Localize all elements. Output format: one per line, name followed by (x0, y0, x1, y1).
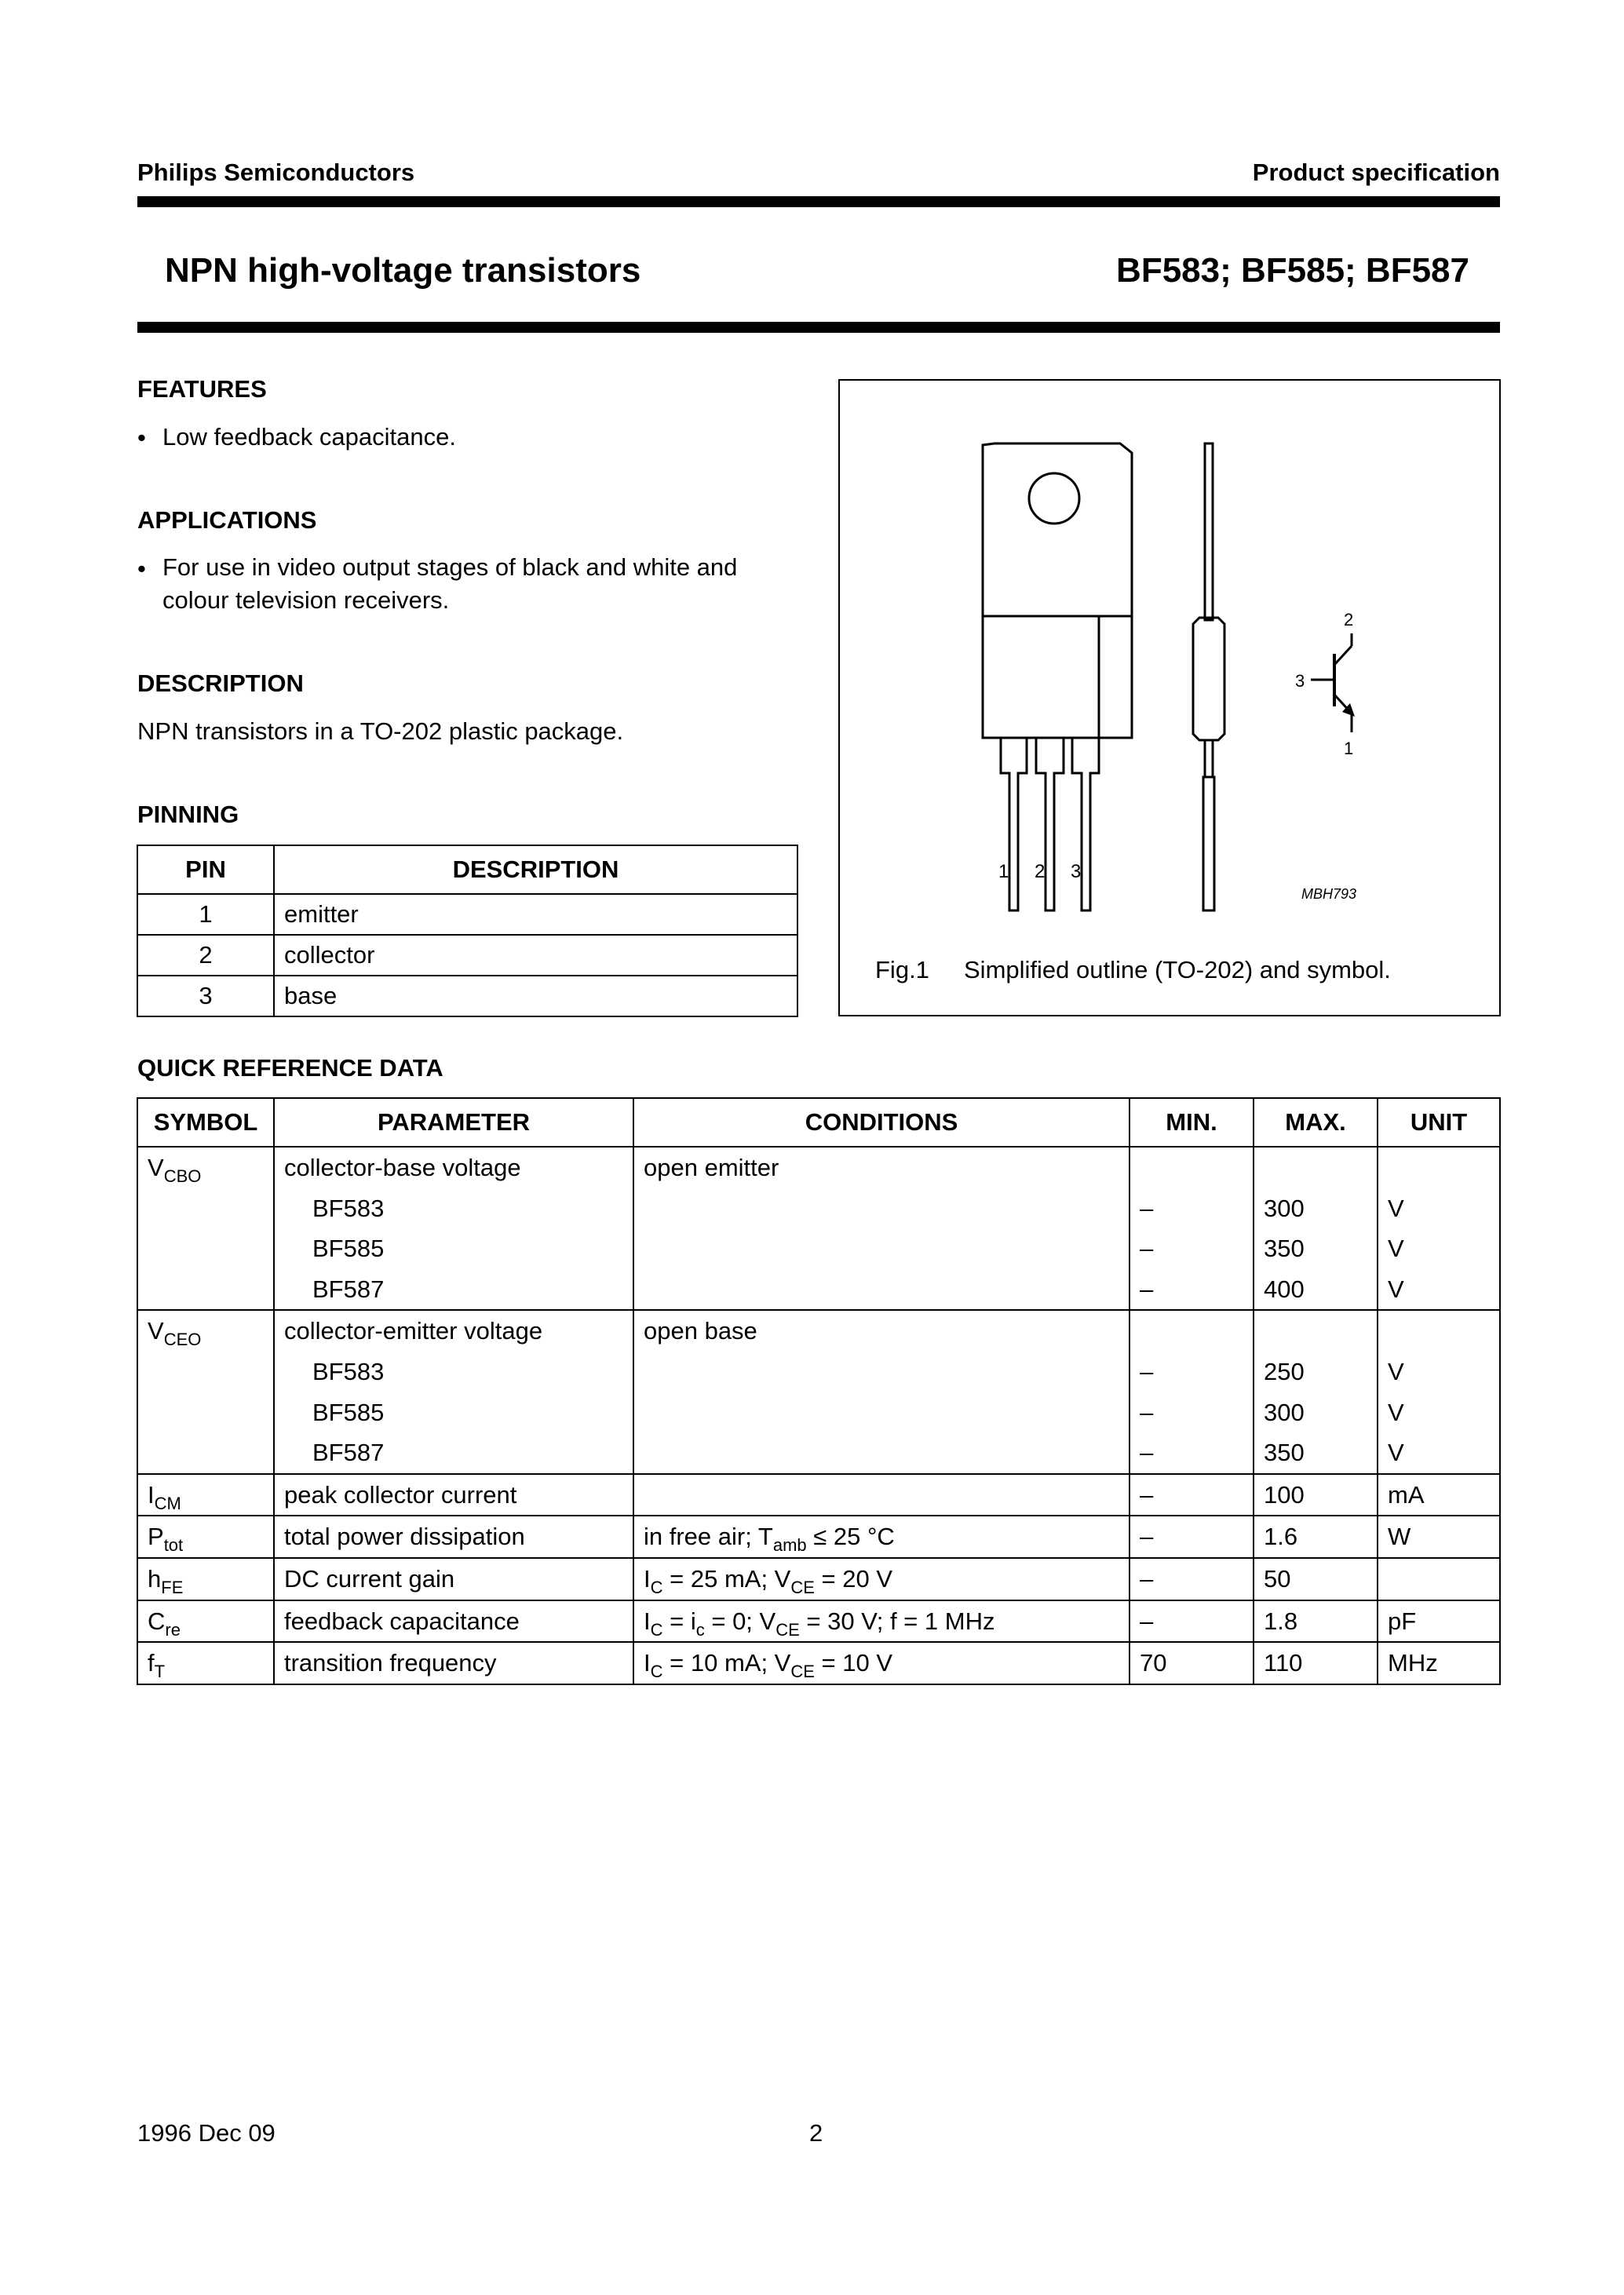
min-cell: – – – (1130, 1310, 1254, 1473)
applications-heading: APPLICATIONS (137, 506, 317, 534)
company-name: Philips Semiconductors (137, 159, 415, 186)
quick-reference-table (137, 1097, 1501, 1685)
symbol-cell: $I_{CM}$ (137, 1474, 274, 1516)
description-text: NPN transistors in a TO-202 plastic package. (137, 717, 624, 745)
features-item: Low feedback capacitance. (162, 423, 456, 451)
unit-cell: pF (1378, 1600, 1500, 1643)
table-row (137, 1600, 1500, 1643)
symbol-cell: $V_{CBO}$ (137, 1147, 274, 1310)
symbol-collector-label: 2 (1344, 610, 1354, 629)
conditions-cell (633, 1474, 1130, 1516)
min-cell: – (1130, 1474, 1254, 1516)
min-cell: – (1130, 1558, 1254, 1600)
side-tab-shape (1205, 443, 1213, 620)
unit-cell: MHz (1378, 1642, 1500, 1684)
table-row (137, 1516, 1500, 1558)
conditions-header: CONDITIONS (633, 1098, 1130, 1147)
pin-description: emitter (274, 894, 797, 935)
features-heading: FEATURES (137, 375, 267, 403)
symbol-emitter-label: 1 (1344, 739, 1354, 758)
table-row (137, 935, 797, 976)
symbol-cell: $V_{CEO}$ (137, 1310, 274, 1473)
symbol-header: SYMBOL (137, 1098, 274, 1147)
table-row (137, 1147, 1500, 1310)
lead-label-1: 1 (998, 861, 1009, 882)
page-title: NPN high-voltage transistors (165, 251, 641, 290)
figure-label: Fig.1 (875, 956, 929, 983)
pinning-heading: PINNING (137, 801, 239, 828)
figure-box (838, 379, 1501, 1016)
max-cell: 50 (1254, 1558, 1378, 1600)
page-number: 2 (809, 2119, 823, 2147)
parameter-header: PARAMETER (274, 1098, 633, 1147)
pin-description-header: DESCRIPTION (274, 845, 797, 894)
symbol-cell: $C_{re}$ (137, 1600, 274, 1643)
max-cell: 300 350 400 (1254, 1147, 1378, 1310)
table-row (137, 894, 797, 935)
parameter-cell: transition frequency (274, 1642, 633, 1684)
package-tab-shape (983, 443, 1132, 616)
figure-caption: Simplified outline (TO-202) and symbol. (964, 956, 1391, 983)
pin-number: 1 (137, 894, 274, 935)
min-cell: 70 (1130, 1642, 1254, 1684)
features-bullet: • (137, 424, 146, 451)
quick-reference-heading: QUICK REFERENCE DATA (137, 1054, 443, 1082)
table-row (137, 976, 797, 1016)
lead-label-3: 3 (1071, 861, 1082, 882)
min-cell: – – – (1130, 1147, 1254, 1310)
conditions-cell: open emitter (633, 1147, 1130, 1310)
to202-outline-drawing (840, 381, 1499, 1015)
applications-item: For use in video output stages of black and white and colour television receivers. (162, 553, 738, 614)
lead-1-shape (1001, 738, 1027, 910)
description-heading: DESCRIPTION (137, 670, 304, 697)
applications-bullet: • (137, 555, 146, 582)
table-row (137, 1474, 1500, 1516)
pin-description: base (274, 976, 797, 1016)
table-row (137, 1310, 1500, 1473)
max-cell: 110 (1254, 1642, 1378, 1684)
table-row (137, 1642, 1500, 1684)
package-body-shape (983, 616, 1132, 738)
max-cell: 250 300 350 (1254, 1310, 1378, 1473)
side-body-shape (1193, 618, 1224, 740)
max-cell: 100 (1254, 1474, 1378, 1516)
doc-type: Product specification (1252, 159, 1500, 186)
unit-header: UNIT (1378, 1098, 1500, 1147)
unit-cell: V V V (1378, 1310, 1500, 1473)
figure-code: MBH793 (1301, 886, 1357, 902)
conditions-cell: open base (633, 1310, 1130, 1473)
pinning-table (137, 845, 798, 1017)
parameter-cell: DC current gain (274, 1558, 633, 1600)
symbol-cell: $P_{tot}$ (137, 1516, 274, 1558)
parameter-cell: peak collector current (274, 1474, 633, 1516)
conditions-cell: $I_C = 25$ mA; $V_{CE} = 20$ V (633, 1558, 1130, 1600)
symbol-collector-line (1334, 646, 1352, 665)
footer-date: 1996 Dec 09 (137, 2119, 276, 2147)
part-numbers: BF583; BF585; BF587 (1116, 251, 1469, 290)
parameter-cell: feedback capacitance (274, 1600, 633, 1643)
unit-cell (1378, 1558, 1500, 1600)
max-header: MAX. (1254, 1098, 1378, 1147)
min-cell: – (1130, 1516, 1254, 1558)
min-cell: – (1130, 1600, 1254, 1643)
header-rule (137, 196, 1500, 207)
pin-header: PIN (137, 845, 274, 894)
table-row (137, 1558, 1500, 1600)
parameter-cell: total power dissipation (274, 1516, 633, 1558)
symbol-base-label: 3 (1295, 671, 1305, 691)
min-header: MIN. (1130, 1098, 1254, 1147)
conditions-cell: $I_C = 10$ mA; $V_{CE} = 10$ V (633, 1642, 1130, 1684)
pin-number: 3 (137, 976, 274, 1016)
lead-label-2: 2 (1035, 861, 1046, 882)
unit-cell: W (1378, 1516, 1500, 1558)
symbol-cell: $f_T$ (137, 1642, 274, 1684)
max-cell: 1.6 (1254, 1516, 1378, 1558)
symbol-cell: $h_{FE}$ (137, 1558, 274, 1600)
pin-description: collector (274, 935, 797, 976)
unit-cell: mA (1378, 1474, 1500, 1516)
conditions-cell: $I_C = i_c = 0$; $V_{CE} = 30$ V; f = 1 MHz (633, 1600, 1130, 1643)
parameter-cell: collector-emitter voltage BF583 BF585 BF587 (274, 1310, 633, 1473)
lead-2-shape (1036, 738, 1064, 910)
unit-cell: V V V (1378, 1147, 1500, 1310)
lead-3-shape (1072, 738, 1099, 910)
parameter-cell: collector-base voltage BF583 BF585 BF587 (274, 1147, 633, 1310)
max-cell: 1.8 (1254, 1600, 1378, 1643)
title-rule (137, 322, 1500, 333)
pin-number: 2 (137, 935, 274, 976)
mounting-hole-shape (1029, 473, 1079, 524)
conditions-cell: in free air; $T_{amb} \le 25$ °C (633, 1516, 1130, 1558)
